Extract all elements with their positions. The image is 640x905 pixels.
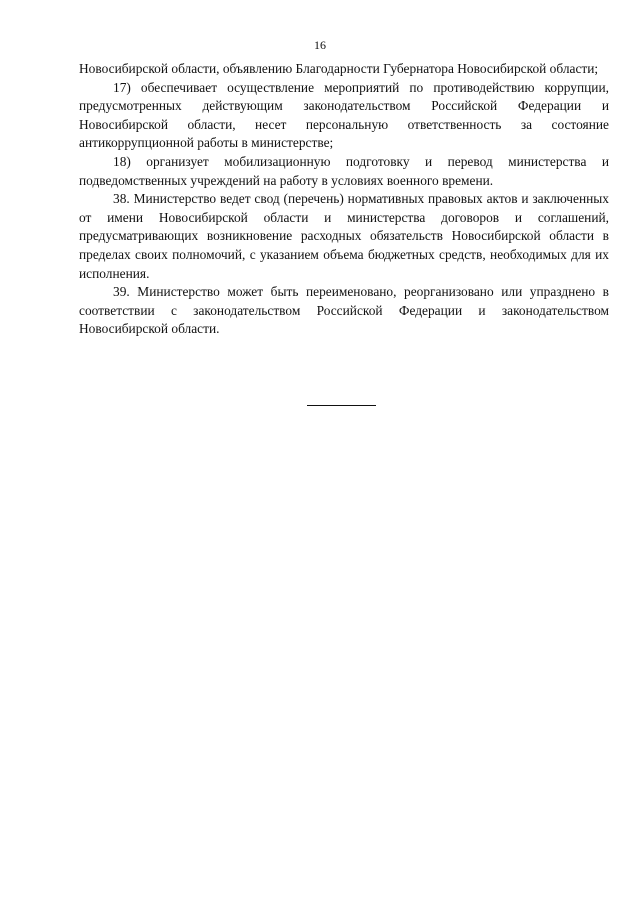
paragraph-item-17: 17) обеспечивает осуществление мероприятий по противодействию коррупции, предусмотренных действующим законодательством Российской Федерации и Новосибирской области, несет персональную ответственность за состояние антикоррупционной работы в министерстве; [79,79,609,151]
paragraph-item-18: 18) организует мобилизационную подготовку и перевод министерства и подведомственных учреждений на работу в условиях военного времени. [79,153,609,188]
paragraph-clause-38: 38. Министерство ведет свод (перечень) нормативных правовых актов и заключенных от имени Новосибирской области и министерства договоров и соглашений, предусматривающих возникновение расходных обязательств Новосибирской области в пределах своих полномочий, с указанием объема бюджетных средств, необходимых для их исполнения. [79,191,609,281]
end-separator-line [307,405,376,406]
paragraph-continuation: Новосибирской области, объявлению Благодарности Губернатора Новосибирской области; [79,61,599,76]
document-body [79,60,609,339]
page-number: 16 [314,38,326,52]
paragraph-clause-39: 39. Министерство может быть переименовано, реорганизовано или упразднено в соответствии с законодательством Российской Федерации и законодательством Новосибирской области. [79,284,609,337]
